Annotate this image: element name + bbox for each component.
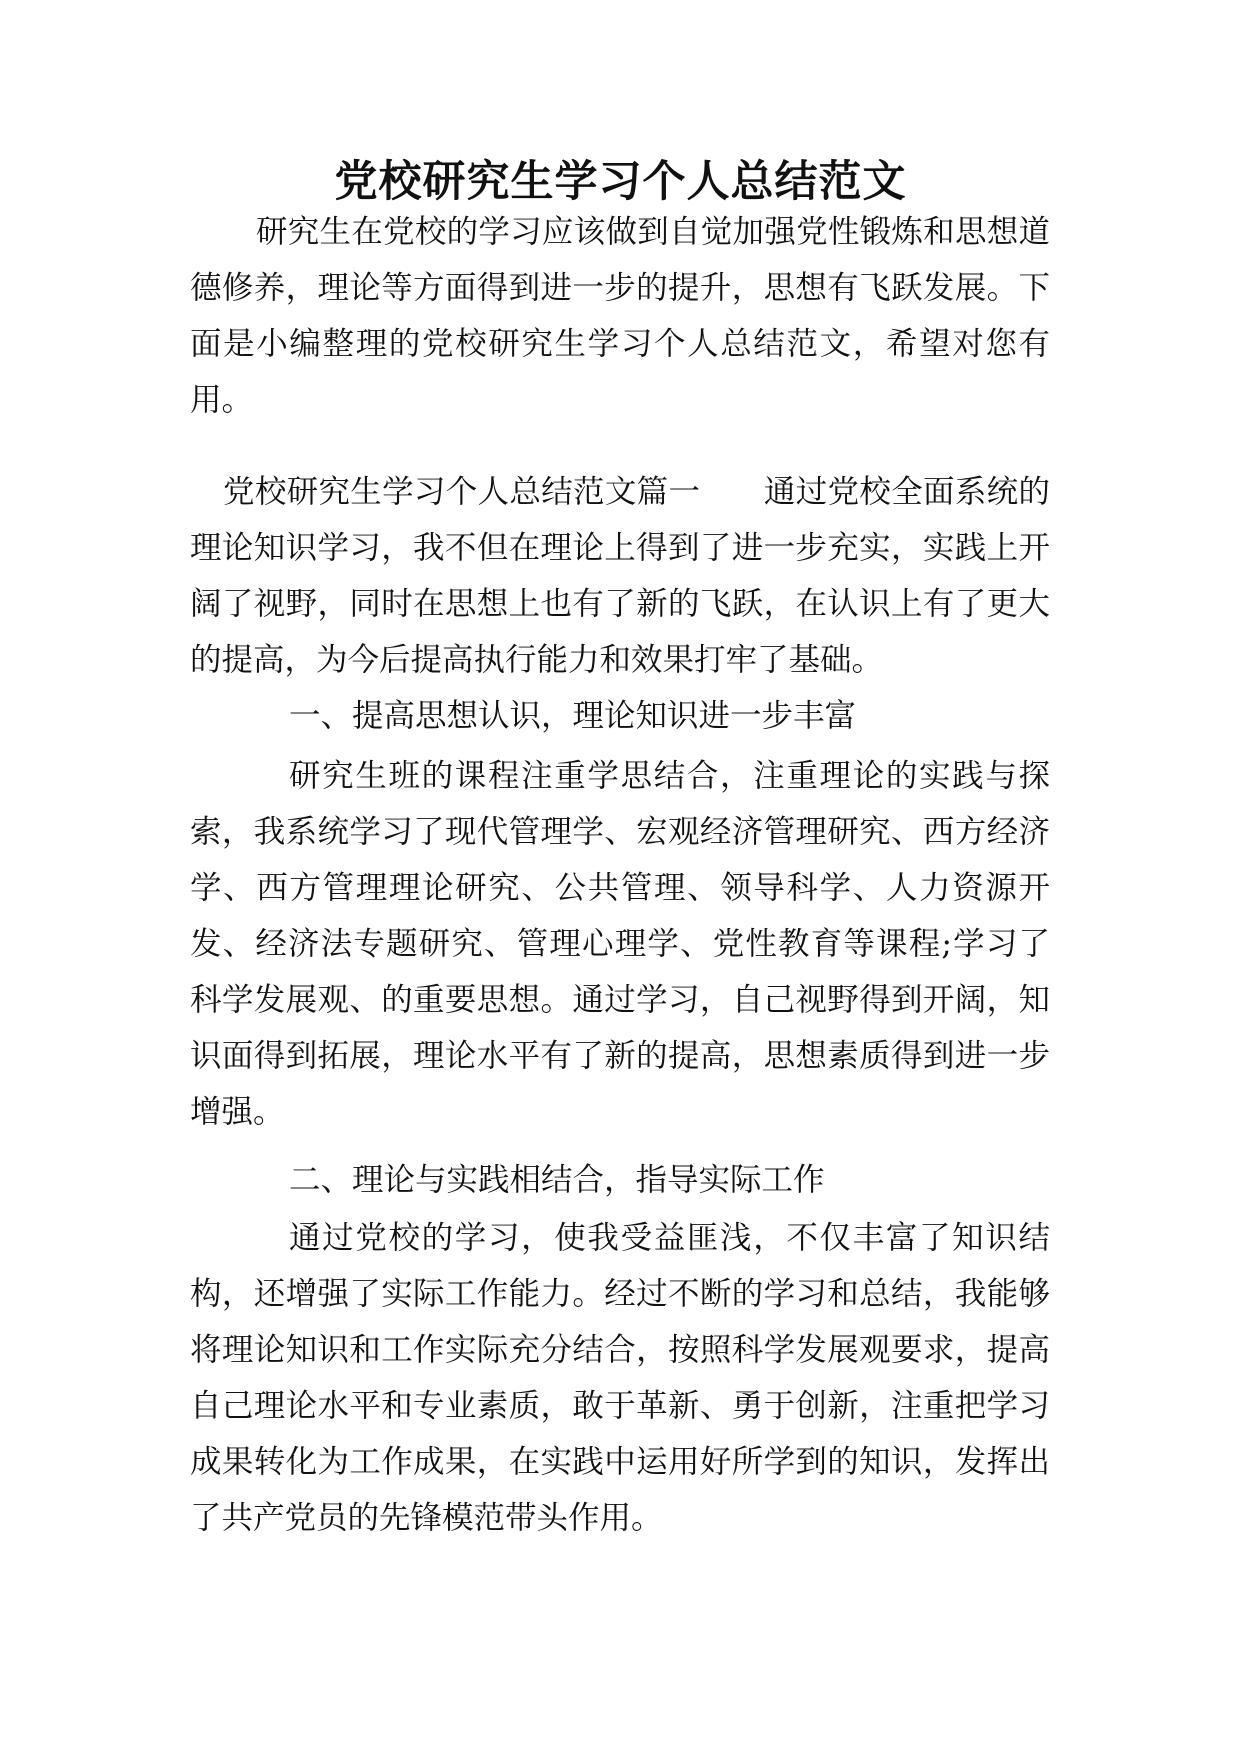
intro-paragraph: 研究生在党校的学习应该做到自觉加强党性锻炼和思想道德修养，理论等方面得到进一步的提升，思想有飞跃发展。下面是小编整理的党校研究生学习个人总结范文，希望对您有用。 bbox=[190, 214, 1050, 418]
document-title: 党校研究生学习个人总结范文 bbox=[334, 157, 907, 207]
section-two-paragraph: 通过党校的学习，使我受益匪浅，不仅丰富了知识结构，还增强了实际工作能力。经过不断的学习和总结，我能够将理论知识和工作实际充分结合，按照科学发展观要求，提高自己理论水平和专业素质，敢于革新、勇于创新，注重把学习成果转化为工作成果，在实践中运用好所学到的知识，发挥出了共产党员的先锋模范带头作用。 bbox=[190, 1220, 1050, 1536]
section-one-lead-paragraph: 党校研究生学习个人总结范文篇一 通过党校全面系统的理论知识学习，我不但在理论上得到了进一步充实，实践上开阔了视野，同时在思想上也有了新的飞跃，在认识上有了更大的提高，为今后提高执行能力和效果打牢了基础。 bbox=[190, 474, 1050, 678]
section-one-paragraph: 研究生班的课程注重学思结合，注重理论的实践与探索，我系统学习了现代管理学、宏观经济管理研究、西方经济学、西方管理理论研究、公共管理、领导科学、人力资源开发、经济法专题研究、管理心理学、党性教育等课程;学习了科学发展观、的重要思想。通过学习，自己视野得到开阔，知识面得到拓展，理论水平有了新的提高，思想素质得到进一步增强。 bbox=[190, 758, 1050, 1130]
section-heading-two: 二、理论与实践相结合，指导实际工作 bbox=[289, 1162, 825, 1198]
section-heading-one: 一、提高思想认识，理论知识进一步丰富 bbox=[289, 698, 857, 734]
